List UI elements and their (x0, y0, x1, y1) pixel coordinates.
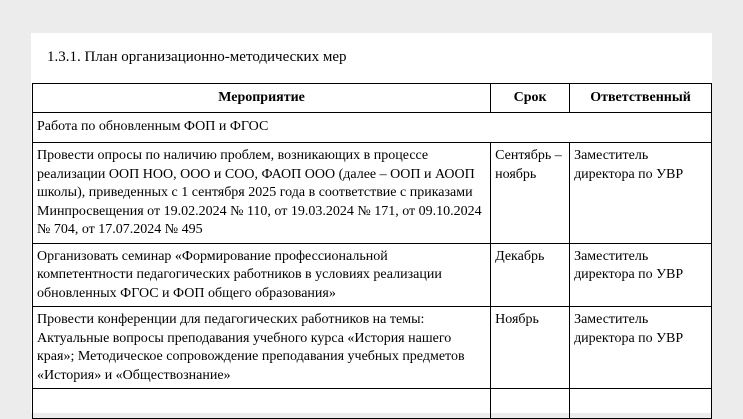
header-term: Срок (491, 84, 570, 113)
cell-responsible (570, 389, 712, 419)
group-title: Работа по обновленным ФОП и ФГОС (33, 112, 712, 143)
section-title: 1.3.1. План организационно-методических мер (47, 49, 347, 65)
cell-event: Организовать семинар «Формирование профессиональной компетентности педагогических работников в условиях реализации обновленных ФГОС и ФОП общего образования» (33, 243, 491, 307)
cell-term (491, 389, 570, 419)
cell-event: Провести конференции для педагогических работников на темы: Актуальные вопросы преподавания учебного курса «История нашего края»; Методическое сопровождение преподавания учебных предметов «История» и «Обществознание» (33, 307, 491, 389)
cell-term: Ноябрь (491, 307, 570, 389)
cell-responsible: Заместитель директора по УВР (570, 243, 712, 307)
table-row (33, 143, 712, 244)
measures-table (32, 83, 712, 419)
table-header-row (33, 84, 712, 113)
table-row (33, 243, 712, 307)
document-page (31, 33, 712, 413)
table-group-row (33, 112, 712, 143)
cell-responsible: Заместитель директора по УВР (570, 307, 712, 389)
cell-event (33, 389, 491, 419)
cell-term: Декабрь (491, 243, 570, 307)
cell-term: Сентябрь – ноябрь (491, 143, 570, 244)
header-responsible: Ответственный (570, 84, 712, 113)
table-row (33, 389, 712, 419)
header-event: Мероприятие (33, 84, 491, 113)
table-row (33, 307, 712, 389)
cell-event: Провести опросы по наличию проблем, возникающих в процессе реализации ООП НОО, ООО и СОО, ФАОП ООО (далее – ООП и АООП школы), приведенных с 1 сентября 2025 года в соответствие с приказами Минпросвещения от 19.02.2024 № 110, от 19.03.2024 № 171, от 09.10.2024 № 704, от 17.07.2024 № 495 (33, 143, 491, 244)
cell-responsible: Заместитель директора по УВР (570, 143, 712, 244)
